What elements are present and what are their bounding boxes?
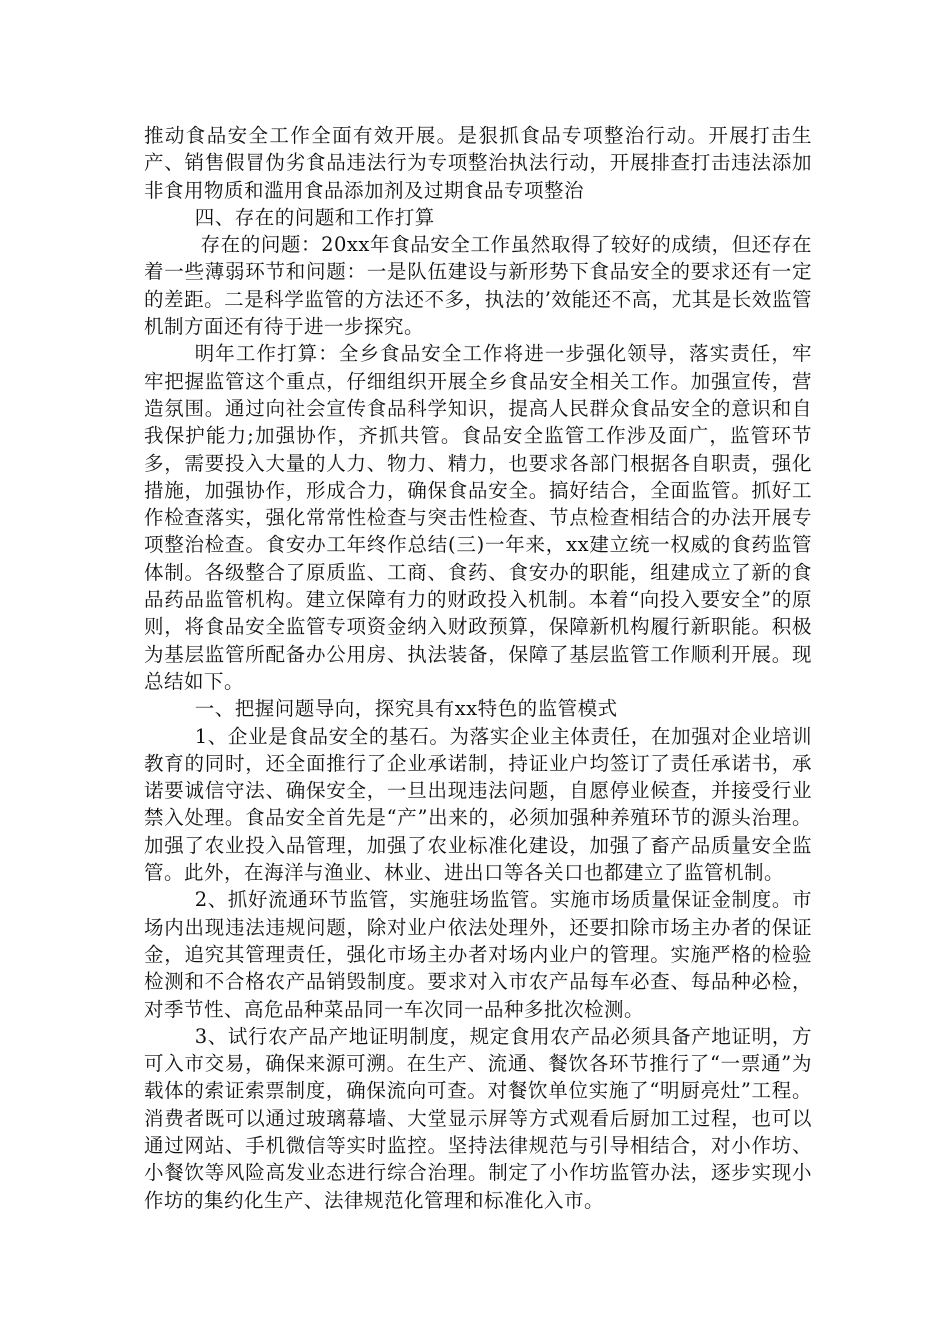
paragraph-item-2: 2、抓好流通环节监管，实施驻场监管。实施市场质量保证金制度。市场内出现违法违规问题，除对业户依法处理外，还要扣除市场主办者的保证金，追究其管理责任，强化市场主办者对场内业户的管理。实施严格的检验检测和不合格农产品销毁制度。要求对入市农产品每车必查、每品种必检，对季节性、高危品种菜品同一车次同一品种多批次检测。	[144, 888, 812, 1021]
paragraph-problems: 存在的问题：20xx年食品安全工作虽然取得了较好的成绩，但还存在着一些薄弱环节和问题：一是队伍建设与新形势下食品安全的要求还有一定的差距。二是科学监管的方法还不多，执法的’效能还不高，尤其是长效监管机制方面还有待于进一步探究。	[144, 233, 812, 339]
section-heading-4: 四、存在的问题和工作打算	[194, 205, 435, 229]
paragraph-item-3: 3、试行农产品产地证明制度，规定食用农产品必须具备产地证明，方可入市交易，确保来源可溯。在生产、流通、餐饮各环节推行了“一票通”为载体的索证索票制度，确保流向可查。对餐饮单位实施了“明厨亮灶”工程。消费者既可以通过玻璃幕墙、大堂显示屏等方式观看后厨加工过程，也可以通过网站、手机微信等实时监控。坚持法律规范与引导相结合，对小作坊、小餐饮等风险高发业态进行综合治理。制定了小作坊监管办法，逐步实现小作坊的集约化生产、法律规范化管理和标准化入市。	[144, 1024, 812, 1212]
section-heading-1: 一、把握问题导向，探究具有xx特色的监管模式	[194, 697, 618, 721]
paragraph-item-1: 1、企业是食品安全的基石。为落实企业主体责任，在加强对企业培训教育的同时，还全面推行了企业承诺制，持证业户均签订了责任承诺书，承诺要诚信守法、确保安全，一旦出现违法问题，自愿停业候查，并接受行业禁入处理。食品安全首先是“产”出来的，必须加强种养殖环节的源头治理。加强了农业投入品管理，加强了农业标准化建设，加强了畜产品质量安全监管。此外，在海洋与渔业、林业、进出口等各关口也都建立了监管机制。	[144, 724, 812, 885]
document-body	[144, 122, 812, 1214]
paragraph-next-year-plan: 明年工作打算：全乡食品安全工作将进一步强化领导，落实责任，牢牢把握监管这个重点，仔细组织开展全乡食品安全相关工作。加强宣传，营造氛围。通过向社会宣传食品科学知识，提高人民群众食品安全的意识和自我保护能力;加强协作，齐抓共管。食品安全监管工作涉及面广，监管环节多，需要投入大量的人力、物力、精力，也要求各部门根据各自职责，强化措施，加强协作，形成合力，确保食品安全。搞好结合，全面监管。抓好工作检查落实，强化常常性检查与突击性检查、节点检查相结合的办法开展专项整治检查。食安办工年终作总结(三)一年来，xx建立统一权威的食药监管体制。各级整合了原质监、工商、食药、食安办的职能，组建成立了新的食品药品监管机构。建立保障有力的财政投入机制。本着“向投入要安全”的原则，将食品安全监管专项资金纳入财政预算，保障新机构履行新职能。积极为基层监管所配备办公用房、执法装备，保障了基层监管工作顺利开展。现总结如下。	[144, 342, 812, 693]
paragraph-intro: 推动食品安全工作全面有效开展。是狠抓食品专项整治行动。开展打击生产、销售假冒伪劣食品违法行为专项整治执法行动，开展排查打击违法添加非食用物质和滥用食品添加剂及过期食品专项整治	[144, 124, 812, 202]
